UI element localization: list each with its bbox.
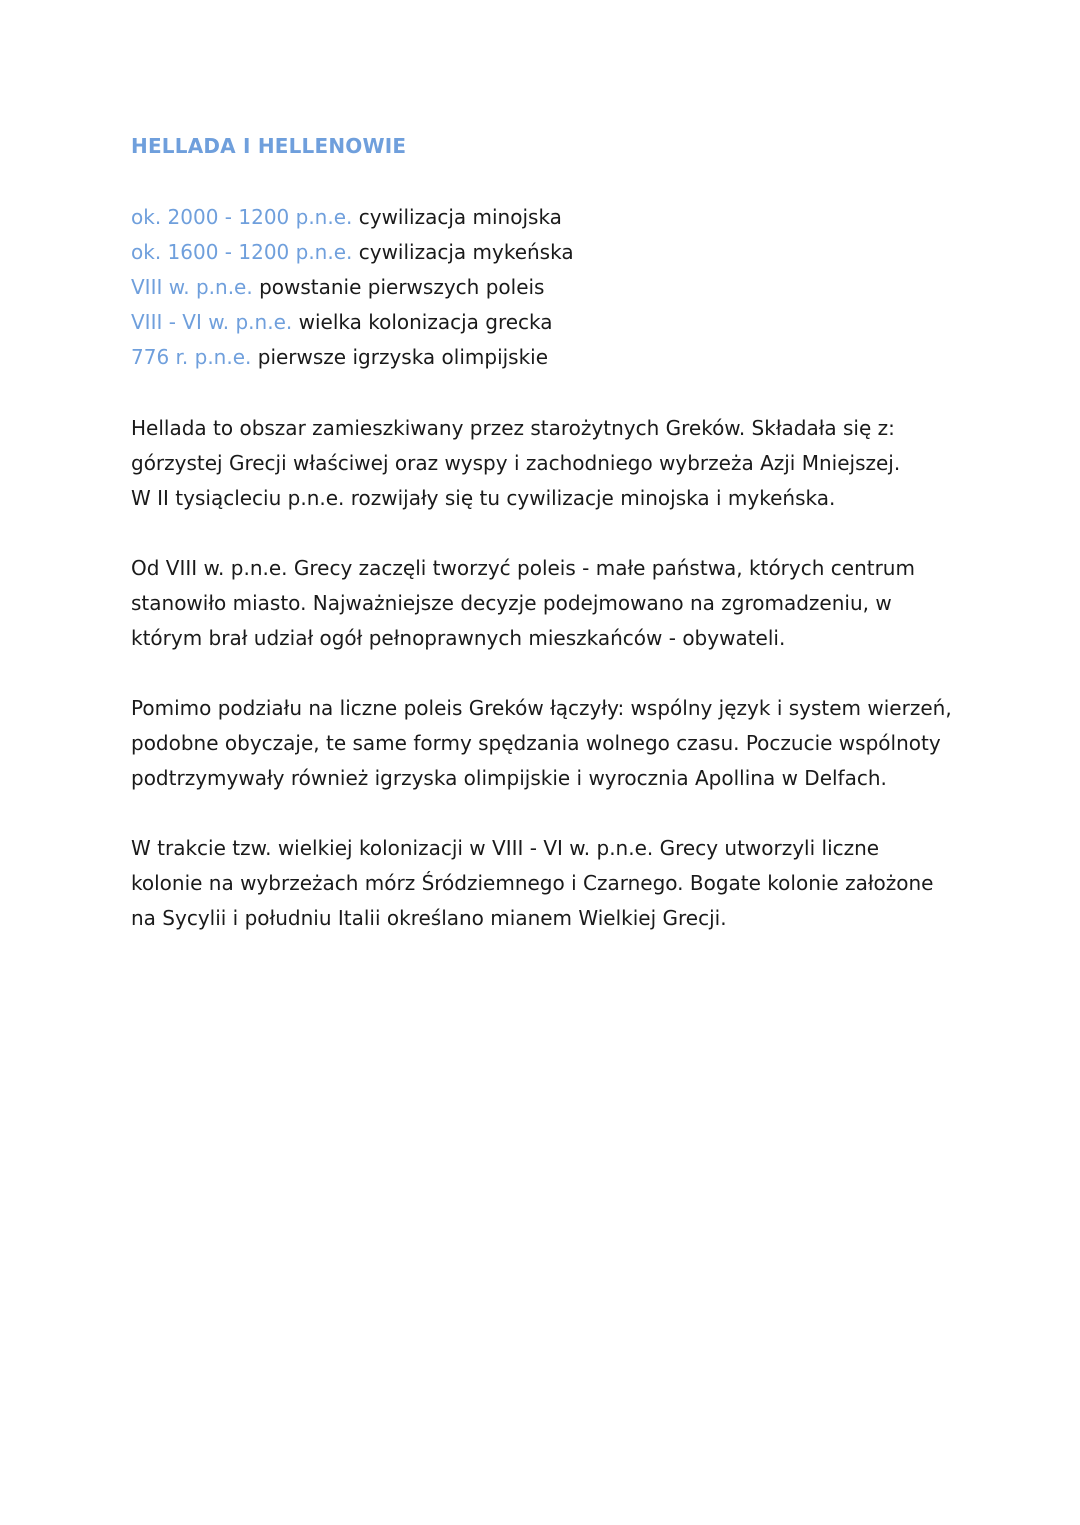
paragraph-line: podtrzymywały również igrzyska olimpijskie i wyrocznia Apollina w Delfach. [131, 766, 887, 790]
timeline-date: VIII - VI w. p.n.e. [131, 310, 293, 334]
timeline-date: ok. 2000 - 1200 p.n.e. [131, 205, 353, 229]
timeline-event: cywilizacja mykeńska [358, 240, 574, 264]
paragraph-hellada [131, 411, 961, 516]
timeline-date: ok. 1600 - 1200 p.n.e. [131, 240, 353, 264]
paragraph-line: górzystej Grecji właściwej oraz wyspy i zachodniego wybrzeża Azji Mniejszej. [131, 451, 901, 475]
paragraph-line: podobne obyczaje, te same formy spędzania wolnego czasu. Poczucie wspólnoty [131, 731, 941, 755]
paragraph-wspolnota [131, 691, 961, 796]
timeline-item [131, 200, 961, 235]
timeline-item [131, 235, 961, 270]
paragraph-line: Od VIII w. p.n.e. Grecy zaczęli tworzyć poleis - małe państwa, których centrum [131, 556, 915, 580]
paragraph-line: Hellada to obszar zamieszkiwany przez starożytnych Greków. Składała się z: [131, 416, 895, 440]
timeline-event: pierwsze igrzyska olimpijskie [257, 345, 549, 369]
timeline-item [131, 340, 961, 375]
paragraph-line: kolonie na wybrzeżach mórz Śródziemnego i Czarnego. Bogate kolonie założone [131, 871, 934, 895]
paragraph-line: stanowiło miasto. Najważniejsze decyzje podejmowano na zgromadzeniu, w [131, 591, 892, 615]
paragraph-line: W trakcie tzw. wielkiej kolonizacji w VIII - VI w. p.n.e. Grecy utworzyli liczne [131, 836, 880, 860]
timeline-list [131, 200, 961, 375]
timeline-event: powstanie pierwszych poleis [259, 275, 545, 299]
document-content [131, 130, 961, 971]
timeline-item [131, 305, 961, 340]
timeline-date: 776 r. p.n.e. [131, 345, 252, 369]
timeline-item [131, 270, 961, 305]
paragraph-line: Pomimo podziału na liczne poleis Greków łączyły: wspólny język i system wierzeń, [131, 696, 952, 720]
paragraph-line: na Sycylii i południu Italii określano mianem Wielkiej Grecji. [131, 906, 727, 930]
paragraph-kolonizacja [131, 831, 961, 936]
timeline-event: wielka kolonizacja grecka [298, 310, 553, 334]
timeline-date: VIII w. p.n.e. [131, 275, 253, 299]
paragraph-line: którym brał udział ogół pełnoprawnych mieszkańców - obywateli. [131, 626, 786, 650]
paragraph-poleis [131, 551, 961, 656]
timeline-event: cywilizacja minojska [358, 205, 562, 229]
paragraph-line: W II tysiącleciu p.n.e. rozwijały się tu cywilizacje minojska i mykeńska. [131, 486, 836, 510]
page-title: HELLADA I HELLENOWIE [131, 134, 407, 158]
